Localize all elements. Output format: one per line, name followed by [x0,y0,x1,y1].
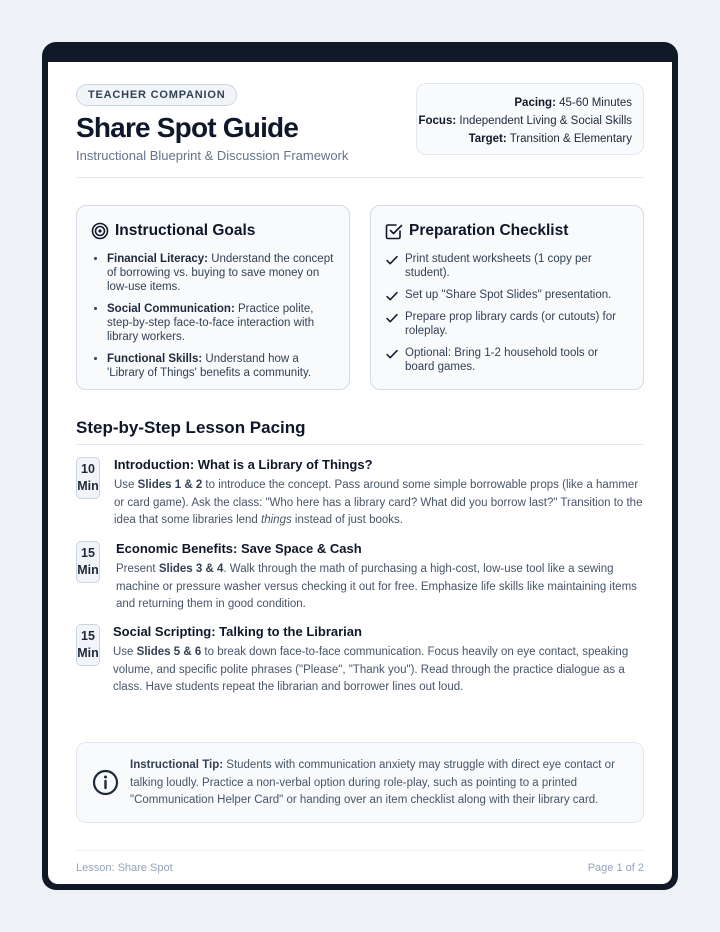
list-item: • Financial Literacy: Understand the concept of borrowing vs. buying to save money on low-use items. [107,252,335,294]
duration-badge: 15 Min [76,541,100,583]
checkbox-icon [385,222,403,240]
checklist-item: Optional: Bring 1-2 household tools or board games. [385,346,629,374]
pacing-title: Step-by-Step Lesson Pacing [76,418,306,437]
target-icon [91,222,109,240]
footer-divider [76,850,644,851]
instructional-tip [76,742,644,823]
step-title: Introduction: What is a Library of Things? [114,457,373,472]
goals-list [91,252,335,380]
pacing-step [76,624,644,704]
duration-badge: 10 Min [76,457,100,499]
checklist-item: Print student worksheets (1 copy per student). [385,252,629,280]
cards-row [76,205,644,390]
page-title: Share Spot Guide [76,112,299,143]
checklist-item: Set up "Share Spot Slides" presentation. [385,288,629,302]
page-subtitle: Instructional Blueprint & Discussion Framework [76,148,349,163]
teacher-companion-badge: TEACHER COMPANION [76,84,237,106]
goals-title: Instructional Goals [115,222,256,239]
checklist [385,252,629,374]
pacing-step [76,541,644,621]
step-title: Social Scripting: Talking to the Librarian [113,624,362,639]
footer-lesson: Lesson: Share Spot [76,862,173,874]
check-icon [385,347,399,361]
list-item: • Social Communication: Practice polite, step-by-step face-to-face interaction with library workers. [107,302,335,344]
duration-badge: 15 Min [76,624,100,666]
list-item: • Functional Skills: Understand how a 'Library of Things' benefits a community. [107,352,335,380]
pacing-step [76,457,644,537]
divider [76,444,644,445]
step-title: Economic Benefits: Save Space & Cash [116,541,362,556]
step-text: Use Slides 1 & 2 to introduce the concept. Pass around some simple borrowable props (like a hammer or card game). Ask the class: "Who here has a library card? What did you borrow last?" Transition to the idea that some libraries lend things instead of just books. [114,479,643,526]
step-text: Present Slides 3 & 4. Walk through the math of purchasing a high-cost, low-use tool like a sewing machine or pressure washer versus checking it out for free. Emphasize life skills like maintaining items and returning them in good condition. [116,563,637,610]
page-number: Page 1 of 2 [587,862,644,874]
check-icon [385,311,399,325]
meta-pacing: Pacing: 45-60 Minutes [514,97,632,109]
check-icon [385,253,399,267]
step-text: Use Slides 5 & 6 to break down face-to-face communication. Focus heavily on eye contact, speaking volume, and specific polite phrases ("Please", "Thank you"). Read through the practice dialogue as a class. Have students repeat the librarian and borrower lines out loud. [113,646,629,693]
meta-target: Target: Transition & Elementary [468,133,632,145]
checklist-item: Prepare prop library cards (or cutouts) for roleplay. [385,310,629,338]
content-layer [48,62,672,884]
meta-focus: Focus: Independent Living & Social Skills [418,115,632,127]
preparation-checklist-card [370,205,644,390]
checklist-title: Preparation Checklist [409,222,569,239]
tip-text: Instructional Tip: Students with communication anxiety may struggle with direct eye contact or talking loudly. Practice a non-verbal option during role-play, such as pointing to a printed "Communication Helper Card" or handing over an item checklist along with their library card. [130,759,615,806]
instructional-goals-card [76,205,350,390]
check-icon [385,289,399,303]
info-icon [92,769,119,796]
